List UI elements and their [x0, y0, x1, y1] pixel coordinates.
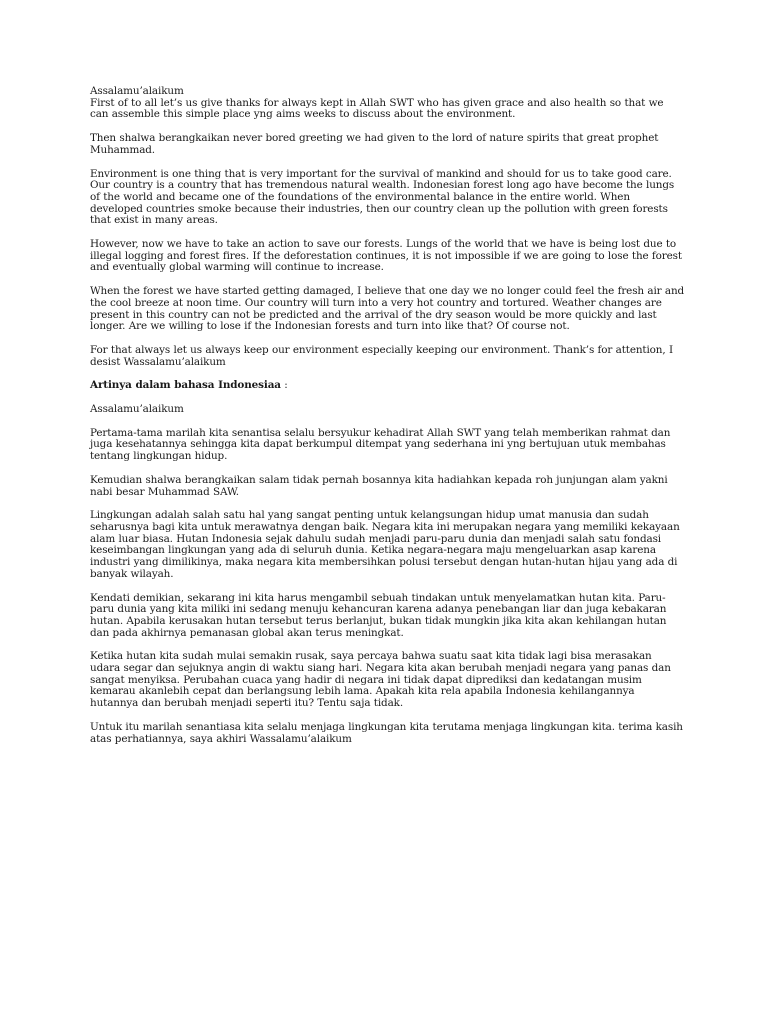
english-greeting: Assalamu’alaikum: [90, 85, 184, 97]
english-paragraph: Then shalwa berangkaikan never bored greeting we had given to the lord of nature spirits that great prophet Muhammad.: [90, 132, 659, 156]
english-paragraph: For that always let us always keep our environment especially keeping our environment. Thank’s for attention, I desist Wassalamu’alaikum: [90, 343, 673, 368]
translation-heading-colon: :: [280, 379, 288, 392]
indonesian-greeting: Assalamu’alaikum: [90, 403, 184, 416]
indonesian-paragraph: Lingkungan adalah salah satu hal yang sangat penting untuk kelangsungan hidup umat manusia dan sudah seharusnya bagi kita untuk merawatnya dengan baik. Negara kita ini merupakan negara yang memiliki kekayaan alam luar biasa. Hutan Indonesia sejak dahulu sudah menjadi paru-paru dunia dan menjadi salah satu fondasi keseimbangan lingkungan yang ada di seluruh dunia. Ketika negara-negara maju mengeluarkan asap karena industri yang dimilikinya, maka negara kita membersihkan polusi tersebut dengan hutan-hutan hijau yang ada di banyak wilayah.: [90, 509, 680, 580]
translation-heading: Artinya dalam bahasa Indonesiaa: [90, 379, 281, 392]
indonesian-paragraph: Ketika hutan kita sudah mulai semakin rusak, saya percaya bahwa suatu saat kita tidak lagi bisa merasakan udara segar dan sejuknya angin di waktu siang hari. Negara kita akan berubah menjadi negara yang panas dan sangat menyiksa. Perubahan cuaca yang hadir di negara ini tidak dapat diprediksi dan kedatangan musim kemarau akanlebih cepat dan berlangsung lebih lama. Apakah kita rela apabila Indonesia kehilangannya hutannya dan berubah menjadi seperti itu? Tentu saja tidak.: [90, 650, 671, 710]
english-paragraph: First of to all let’s us give thanks for always kept in Allah SWT who has given grace and also health so that we can assemble this simple place yng aims weeks to discuss about the environment.: [90, 96, 664, 121]
translation-heading-line: [90, 380, 685, 392]
indonesian-paragraph: Untuk itu marilah senantiasa kita selalu menjaga lingkungan kita terutama menjaga lingkungan kita. terima kasih atas perhatiannya, saya akhiri Wassalamu’alaikum: [90, 720, 683, 745]
indonesian-paragraph: Pertama-tama marilah kita senantisa selalu bersyukur kehadirat Allah SWT yang telah memberikan rahmat dan juga kesehatannya sehingga kita dapat berkumpul ditempat yang sederhana ini yng bertujuan utuk membahas tentang lingkungan hidup.: [90, 426, 671, 463]
indonesian-paragraph: Kemudian shalwa berangkaikan salam tidak pernah bosannya kita hadiahkan kepada roh junjungan alam yakni nabi besar Muhammad SAW.: [90, 473, 668, 498]
indonesian-paragraph: Kendati demikian, sekarang ini kita harus mengambil sebuah tindakan untuk menyelamatkan hutan kita. Paru-paru dunia yang kita miliki ini sedang menuju kehancuran karena adanya penebangan liar dan juga kebakaran hutan. Apabila kerusakan hutan tersebut terus berlanjut, bukan tidak mungkin jika kita akan kehilangan hutan dan pada akhirnya pemanasan global akan terus meningkat.: [90, 591, 667, 639]
english-paragraph: When the forest we have started getting damaged, I believe that one day we no longer could feel the fresh air and the cool breeze at noon time. Our country will turn into a very hot country and tortured. Weather changes are present in this country can not be predicted and the arrival of the dry season would be more quickly and last longer. Are we willing to lose if the Indonesian forests and turn into like that? Of course not.: [90, 285, 685, 333]
english-paragraph: Environment is one thing that is very important for the survival of mankind and should for us to take good care. Our country is a country that has tremendous natural wealth. Indonesian forest long ago have become the lungs of the world and became one of the foundations of the environmental balance in the entire world. When developed countries smoke because their industries, then our country clean up the pollution with green forests that exist in many areas.: [90, 167, 675, 227]
english-paragraph: However, now we have to take an action to save our forests. Lungs of the world that we have is being lost due to illegal logging and forest fires. If the deforestation continues, it is not impossible if we are going to lose the forest and eventually global warming will continue to increase.: [90, 238, 682, 274]
document-body: [90, 86, 685, 757]
